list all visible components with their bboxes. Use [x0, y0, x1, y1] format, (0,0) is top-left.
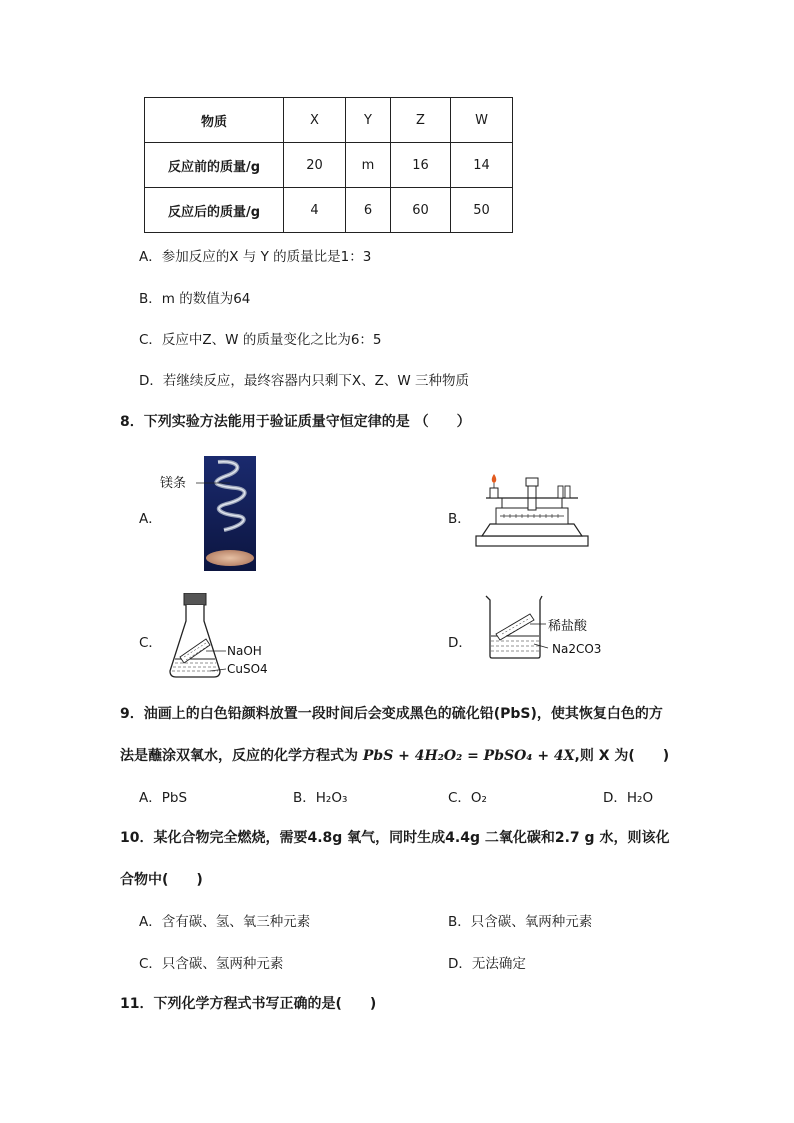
table-header-cell: Y [346, 98, 391, 143]
naoh-label: NaOH [227, 644, 262, 658]
table-cell: 14 [451, 143, 513, 188]
table-cell: 反应后的质量/g [145, 188, 284, 233]
q7-option-b: B．m 的数值为64 [139, 291, 251, 307]
cuso4-label: CuSO4 [227, 662, 268, 676]
hcl-label: 稀盐酸 [548, 619, 588, 634]
magnesium-ribbon-figure [160, 456, 260, 572]
table-header-cell: 物质 [145, 98, 284, 143]
table-cell: 6 [346, 188, 391, 233]
table-header-cell: Z [391, 98, 451, 143]
table-cell: 16 [391, 143, 451, 188]
table-cell: 60 [391, 188, 451, 233]
table-row [145, 188, 513, 233]
table-row [145, 143, 513, 188]
conical-flask-figure [166, 593, 278, 681]
na2co3-label: Na2CO3 [552, 642, 602, 656]
q10-option-d: D．无法确定 [448, 956, 526, 972]
q10-stem-line2: 合物中( ) [120, 872, 203, 888]
table-cell: 50 [451, 188, 513, 233]
table-cell: 反应前的质量/g [145, 143, 284, 188]
q8-stem: 8．下列实验方法能用于验证质量守恒定律的是 （ ） [120, 414, 471, 430]
q8-option-d-letter: D． [448, 635, 472, 651]
table-cell: 20 [284, 143, 346, 188]
beaker-figure [484, 594, 604, 662]
table-header-cell: X [284, 98, 346, 143]
q7-option-d: D．若继续反应，最终容器内只剩下X、Z、W 三种物质 [139, 373, 470, 389]
balance-figure [474, 470, 590, 550]
magnesium-label: 镁条 [160, 476, 187, 491]
q10-option-c: C．只含碳、氢两种元素 [139, 956, 284, 972]
q7-option-a: A．参加反应的X 与 Y 的质量比是1：3 [139, 249, 372, 265]
q9-option-c: C．O₂ [448, 790, 487, 806]
q9-option-b: B．H₂O₃ [293, 790, 348, 806]
q7-option-c: C．反应中Z、W 的质量变化之比为6：5 [139, 332, 382, 348]
q9-option-a: A．PbS [139, 790, 188, 806]
q9-option-d: D．H₂O [603, 790, 654, 806]
table-cell: 4 [284, 188, 346, 233]
table-header-cell: W [451, 98, 513, 143]
q9-stem-line2 [120, 745, 669, 765]
q10-option-b: B．只含碳、氧两种元素 [448, 914, 593, 930]
q9-stem-prefix: 法是蘸涂双氧水，反应的化学方程式为 [120, 748, 363, 764]
q11-stem: 11．下列化学方程式书写正确的是( ) [120, 996, 377, 1012]
mass-table [144, 97, 513, 233]
q8-option-a-letter: A． [139, 511, 162, 527]
q9-stem-line1: 9．油画上的白色铅颜料放置一段时间后会变成黑色的硫化铅(PbS)，使其恢复白色的方 [120, 706, 663, 722]
table-cell: m [346, 143, 391, 188]
q10-option-a: A．含有碳、氢、氧三种元素 [139, 914, 311, 930]
q9-equation: PbS + 4H₂O₂ = PbSO₄ + 4X [362, 748, 575, 764]
q9-stem-suffix: ,则 X 为( ) [574, 748, 670, 764]
table-header-row [145, 98, 513, 143]
q10-stem-line1: 10．某化合物完全燃烧，需要4.8g 氧气，同时生成4.4g 二氧化碳和2.7 g 水，则该化 [120, 830, 670, 846]
q8-option-c-letter: C． [139, 635, 162, 651]
q8-option-b-letter: B． [448, 511, 471, 527]
